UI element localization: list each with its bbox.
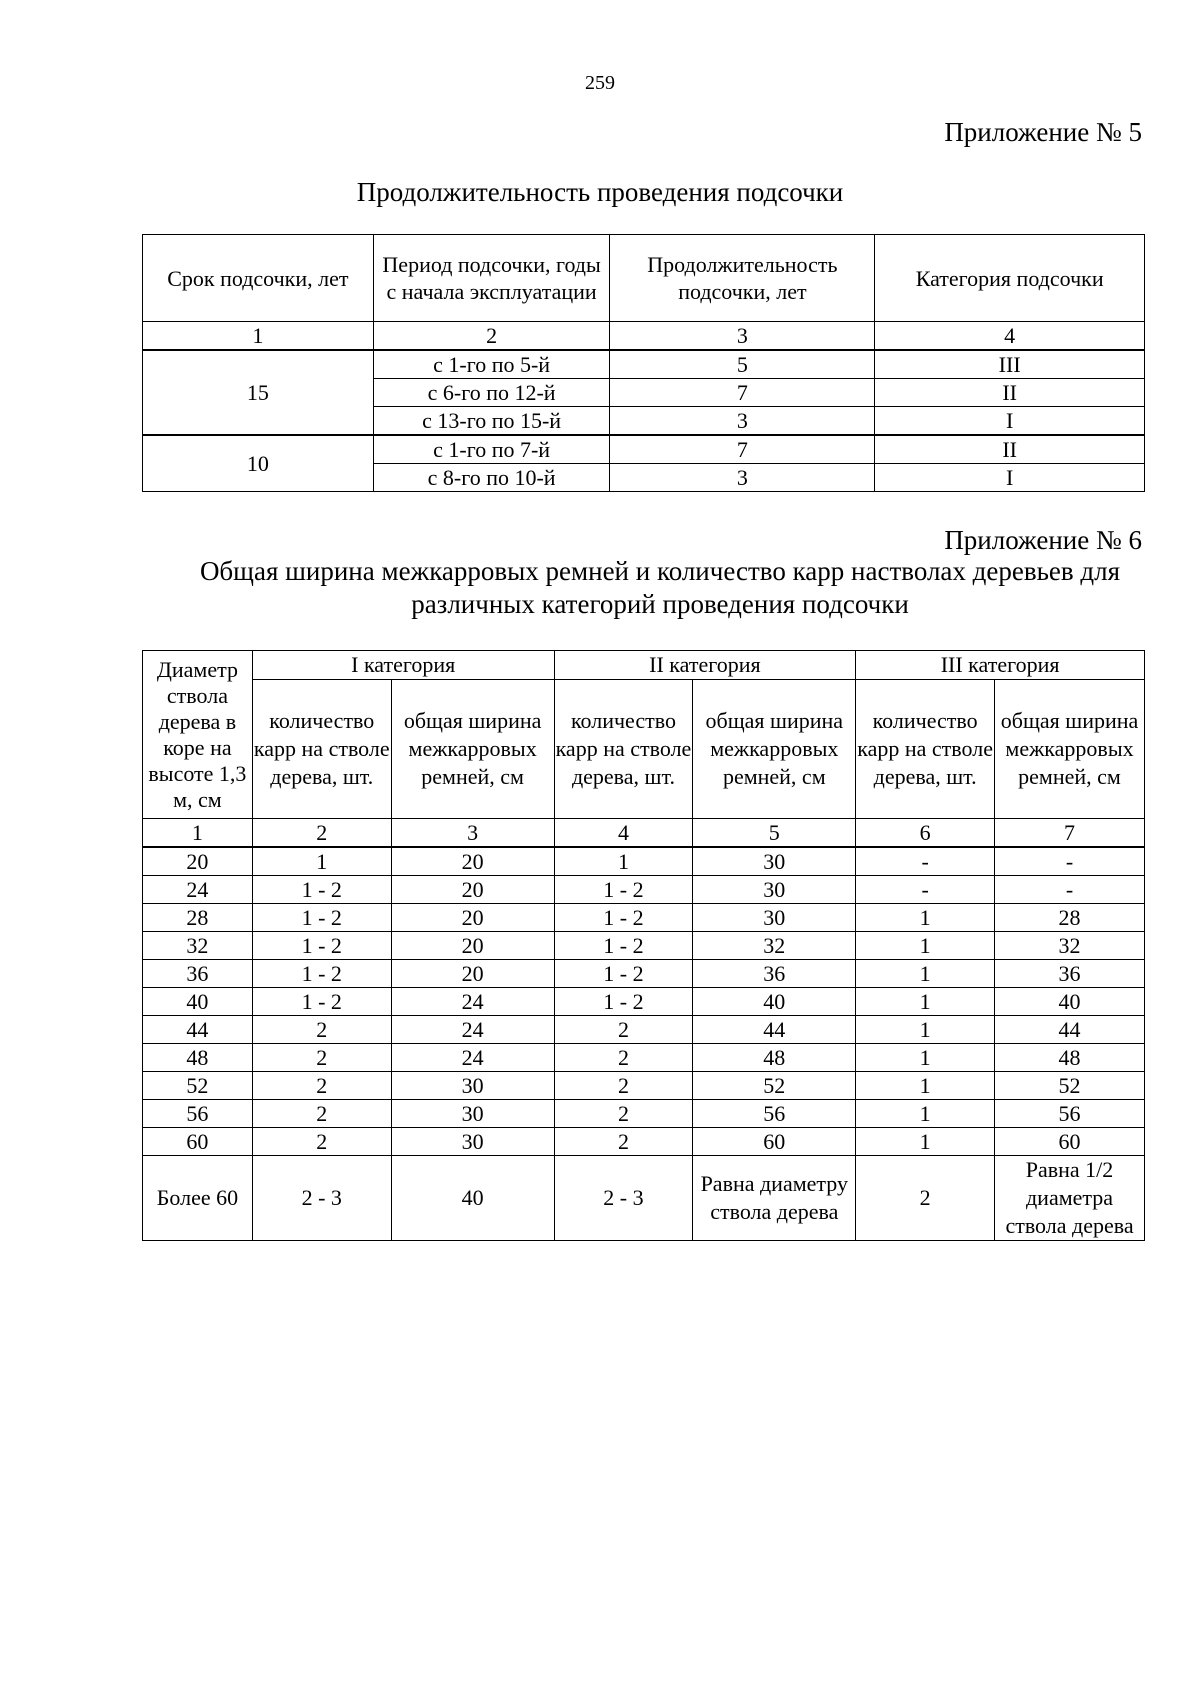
category-cell: II: [875, 379, 1145, 407]
cat2-width-cell: 30: [693, 904, 856, 932]
cat3-width-cell: -: [995, 847, 1145, 876]
cat1-width-cell: 24: [391, 1016, 554, 1044]
cat1-width-cell: 20: [391, 960, 554, 988]
col-number: 7: [995, 819, 1145, 848]
header-term: Срок подсочки, лет: [143, 235, 374, 322]
table-row: [143, 1128, 1145, 1156]
cat1-count-cell: 2: [252, 1072, 391, 1100]
cat3-count-cell: 1: [856, 904, 995, 932]
cat1-count-cell: 2 - 3: [252, 1156, 391, 1241]
header-width: общая ширина межкарровых ремней, см: [391, 680, 554, 819]
cat3-count-cell: 1: [856, 1016, 995, 1044]
col-number: 4: [554, 819, 693, 848]
period-cell: с 1-го по 5-й: [373, 350, 610, 379]
cat2-count-cell: 1: [554, 847, 693, 876]
col-number: 5: [693, 819, 856, 848]
duration-cell: 3: [610, 407, 875, 436]
cat2-count-cell: 2 - 3: [554, 1156, 693, 1241]
table-row: [143, 847, 1145, 876]
period-cell: с 1-го по 7-й: [373, 435, 610, 464]
cat1-width-cell: 20: [391, 876, 554, 904]
table-row: [143, 1044, 1145, 1072]
lapping-duration-table: [142, 234, 1145, 492]
table-row: [143, 435, 1145, 464]
cat2-count-cell: 2: [554, 1128, 693, 1156]
col-number: 2: [373, 322, 610, 351]
cat1-count-cell: 1: [252, 847, 391, 876]
category-cell: II: [875, 435, 1145, 464]
table-row: [143, 350, 1145, 379]
cat1-count-cell: 1 - 2: [252, 932, 391, 960]
cat1-width-cell: 20: [391, 932, 554, 960]
header-duration: Продолжительность подсочки, лет: [610, 235, 875, 322]
table-row: [143, 932, 1145, 960]
diameter-cell: 56: [143, 1100, 253, 1128]
appendix5-title: Продолжительность проведения подсочки: [356, 177, 844, 207]
cat2-count-cell: 1 - 2: [554, 904, 693, 932]
page-number: 259: [585, 72, 615, 94]
cat3-width-cell: 48: [995, 1044, 1145, 1072]
duration-cell: 3: [610, 464, 875, 492]
col-number: 3: [391, 819, 554, 848]
cat2-width-cell: 56: [693, 1100, 856, 1128]
cat2-width-cell: 48: [693, 1044, 856, 1072]
diameter-cell: 20: [143, 847, 253, 876]
cat1-count-cell: 1 - 2: [252, 904, 391, 932]
table-row: [143, 904, 1145, 932]
cat3-width-cell: 28: [995, 904, 1145, 932]
cat2-width-cell: 60: [693, 1128, 856, 1156]
cat1-count-cell: 1 - 2: [252, 960, 391, 988]
cat2-width-cell: 30: [693, 876, 856, 904]
cat1-width-cell: 20: [391, 847, 554, 876]
cat2-width-cell: Равна диаметру ствола дерева: [693, 1156, 856, 1241]
cat3-width-cell: 40: [995, 988, 1145, 1016]
table-row: [143, 876, 1145, 904]
cat2-count-cell: 1 - 2: [554, 876, 693, 904]
cat3-count-cell: 1: [856, 1044, 995, 1072]
diameter-cell: 52: [143, 1072, 253, 1100]
col-number: 4: [875, 322, 1145, 351]
cat2-count-cell: 1 - 2: [554, 960, 693, 988]
cat2-count-cell: 1 - 2: [554, 932, 693, 960]
cat3-count-cell: 1: [856, 960, 995, 988]
cat3-count-cell: -: [856, 876, 995, 904]
cat1-count-cell: 2: [252, 1128, 391, 1156]
diameter-cell: Более 60: [143, 1156, 253, 1241]
cat3-width-cell: 44: [995, 1016, 1145, 1044]
table-row: [143, 988, 1145, 1016]
diameter-cell: 44: [143, 1016, 253, 1044]
cat2-width-cell: 30: [693, 847, 856, 876]
appendix5-label: Приложение № 5: [944, 117, 1142, 147]
cat3-count-cell: 2: [856, 1156, 995, 1241]
cat1-width-cell: 30: [391, 1072, 554, 1100]
diameter-cell: 48: [143, 1044, 253, 1072]
diameter-cell: 24: [143, 876, 253, 904]
cat2-width-cell: 36: [693, 960, 856, 988]
cat1-count-cell: 2: [252, 1100, 391, 1128]
cat2-count-cell: 2: [554, 1100, 693, 1128]
table-row: [143, 1016, 1145, 1044]
cat3-width-cell: 60: [995, 1128, 1145, 1156]
cat1-count-cell: 2: [252, 1044, 391, 1072]
cat1-width-cell: 24: [391, 1044, 554, 1072]
cat1-width-cell: 30: [391, 1100, 554, 1128]
cat1-width-cell: 20: [391, 904, 554, 932]
period-cell: с 8-го по 10-й: [373, 464, 610, 492]
cat3-count-cell: 1: [856, 1100, 995, 1128]
col-number: 6: [856, 819, 995, 848]
cat2-width-cell: 40: [693, 988, 856, 1016]
header-period: Период подсочки, годы с начала эксплуатации: [373, 235, 610, 322]
cat2-count-cell: 2: [554, 1072, 693, 1100]
cat3-width-cell: 52: [995, 1072, 1145, 1100]
cat2-width-cell: 44: [693, 1016, 856, 1044]
period-cell: с 13-го по 15-й: [373, 407, 610, 436]
header-width: общая ширина межкарровых ремней, см: [693, 680, 856, 819]
diameter-cell: 60: [143, 1128, 253, 1156]
header-count: количество карр на стволе дерева, шт.: [856, 680, 995, 819]
term-cell: 15: [143, 350, 374, 435]
category-cell: III: [875, 350, 1145, 379]
cat3-count-cell: 1: [856, 1128, 995, 1156]
table-row: [143, 1072, 1145, 1100]
appendix6-label: Приложение № 6: [944, 525, 1142, 555]
header-count: количество карр на стволе дерева, шт.: [554, 680, 693, 819]
period-cell: с 6-го по 12-й: [373, 379, 610, 407]
diameter-cell: 36: [143, 960, 253, 988]
cat3-width-cell: Равна 1/2 диаметра ствола дерева: [995, 1156, 1145, 1241]
cat1-count-cell: 1 - 2: [252, 988, 391, 1016]
header-category-1: I категория: [252, 651, 554, 680]
term-cell: 10: [143, 435, 374, 492]
header-width: общая ширина межкарровых ремней, см: [995, 680, 1145, 819]
cat3-width-cell: 36: [995, 960, 1145, 988]
table-row: [143, 960, 1145, 988]
cat1-width-cell: 40: [391, 1156, 554, 1241]
category-cell: I: [875, 407, 1145, 436]
cat2-width-cell: 32: [693, 932, 856, 960]
cat3-count-cell: -: [856, 847, 995, 876]
cat2-count-cell: 2: [554, 1016, 693, 1044]
duration-cell: 7: [610, 435, 875, 464]
col-number: 1: [143, 322, 374, 351]
diameter-cell: 28: [143, 904, 253, 932]
header-category: Категория подсочки: [875, 235, 1145, 322]
cat3-width-cell: 56: [995, 1100, 1145, 1128]
cat2-width-cell: 52: [693, 1072, 856, 1100]
cat3-count-cell: 1: [856, 1072, 995, 1100]
diameter-cell: 32: [143, 932, 253, 960]
cat3-width-cell: -: [995, 876, 1145, 904]
appendix6-title: Общая ширина межкарровых ремней и количество карр настволах деревьев для различных категорий проведения подсочки: [199, 556, 1121, 619]
cat1-width-cell: 30: [391, 1128, 554, 1156]
category-cell: I: [875, 464, 1145, 492]
cat1-count-cell: 1 - 2: [252, 876, 391, 904]
duration-cell: 7: [610, 379, 875, 407]
cat1-count-cell: 2: [252, 1016, 391, 1044]
header-count: количество карр на стволе дерева, шт.: [252, 680, 391, 819]
cat2-count-cell: 1 - 2: [554, 988, 693, 1016]
cat3-width-cell: 32: [995, 932, 1145, 960]
table-row: [143, 1156, 1145, 1241]
cat3-count-cell: 1: [856, 988, 995, 1016]
col-number: 1: [143, 819, 253, 848]
col-number: 3: [610, 322, 875, 351]
diameter-cell: 40: [143, 988, 253, 1016]
col-number: 2: [252, 819, 391, 848]
table-row: [143, 1100, 1145, 1128]
cat1-width-cell: 24: [391, 988, 554, 1016]
belt-width-table: [142, 650, 1145, 1241]
header-category-2: II категория: [554, 651, 856, 680]
cat2-count-cell: 2: [554, 1044, 693, 1072]
header-category-3: III категория: [856, 651, 1145, 680]
cat3-count-cell: 1: [856, 932, 995, 960]
header-diameter: Диаметр ствола дерева в коре на высоте 1,3 м, см: [143, 651, 253, 819]
duration-cell: 5: [610, 350, 875, 379]
